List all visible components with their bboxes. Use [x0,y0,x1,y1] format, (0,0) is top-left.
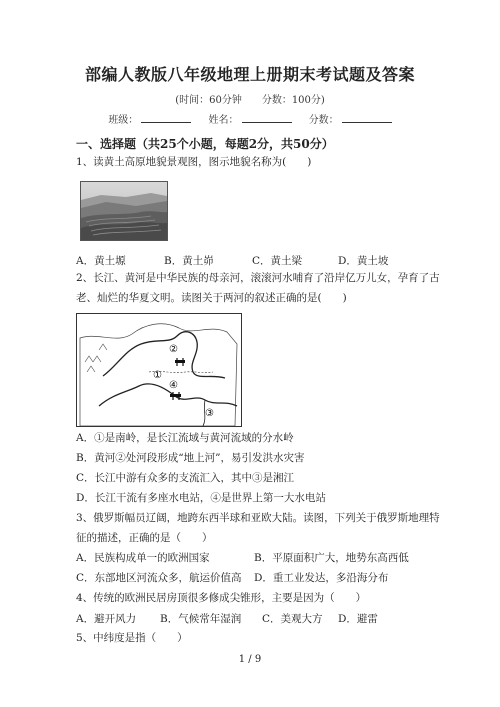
question-4-text: 4、传统的欧洲民居房顶很多修成尖锥形，主要是因为（ ） [76,592,367,604]
question-1-text: 1、读黄土高原地貌景观图，图示地貌名称为( ) [76,156,312,168]
question-4-options [76,611,378,626]
yangtze-yellow-river-map [76,313,242,427]
q3-options-row1 [76,551,409,565]
q4-option-a[interactable]: A．避开风力 [76,613,137,625]
class-blank[interactable] [141,112,191,123]
name-blank[interactable] [242,112,292,123]
question-2-text-line1: 2、长江、黄河是中华民族的母亲河，滚滚河水哺育了沿岸亿万儿女，孕育了古 [76,272,440,284]
exam-time-score: (时间：60分钟 分数：100分) [175,95,325,106]
name-label: 姓名： [208,115,239,126]
map-label-1: ① [153,370,162,381]
q4-option-b[interactable]: B．气候常年湿润 [160,613,242,625]
q3-option-d[interactable]: D．重工业发达，多沿海分布 [254,572,389,584]
q3-option-b[interactable]: B．平原面积广大，地势东高西低 [254,552,409,564]
question-3-text-line2: 征的描述，正确的是（ ） [76,532,213,544]
question-1-options [76,253,388,268]
section-heading: 一、选择题（共25个小题，每题2分，共50分） [76,137,334,151]
question-5-text: 5、中纬度是指（ ） [76,632,188,644]
class-label: 班级： [108,115,139,126]
q2-option-d[interactable]: D．长江干流有多座水电站，④是世界上第一大水电站 [76,492,326,504]
q1-option-c[interactable]: C．黄土梁 [252,255,303,267]
score-label: 分数： [308,115,339,126]
question-2-text-line2: 老、灿烂的华夏文明。读图关于两河的叙述正确的是( ) [76,292,347,304]
q2-option-b[interactable]: B．黄河②处河段形成“地上河”，易引发洪水灾害 [76,452,305,464]
score-blank[interactable] [342,112,392,123]
page-title: 部编人教版八年级地理上册期末考试题及答案 [84,65,415,84]
q3-options-row2 [76,571,388,585]
q1-option-b[interactable]: B．黄土峁 [164,255,214,267]
map-label-3: ③ [205,408,214,419]
loess-plateau-photo [80,181,168,241]
yellow-river-line [103,332,225,378]
page-number: 1 / 9 [238,654,262,665]
map-label-4: ④ [169,380,178,391]
q1-option-a[interactable]: A．黄土塬 [76,255,126,267]
q1-option-d[interactable]: D．黄土坡 [338,255,389,267]
q4-option-c[interactable]: C．美观大方 [262,613,323,625]
question-3-text-line1: 3、俄罗斯幅员辽阔，地跨东西半球和亚欧大陆。读图，下列关于俄罗斯地理特 [76,512,440,524]
yangtze-river-line [99,384,237,406]
q3-option-c[interactable]: C．东部地区河流众多，航运价值高 [76,572,242,584]
student-info-row [0,111,500,126]
q2-option-a[interactable]: A．①是南岭，是长江流域与黄河流域的分水岭 [76,432,294,444]
loess-landscape-image [81,182,167,240]
q3-option-a[interactable]: A．民族构成单一的欧洲国家 [76,552,210,564]
q2-option-c[interactable]: C．长江中游有众多的支流汇入，其中③是湘江 [76,472,295,484]
river-map-svg [77,314,241,426]
map-label-2: ② [169,344,178,355]
q4-option-d[interactable]: D．避雷 [338,613,378,625]
